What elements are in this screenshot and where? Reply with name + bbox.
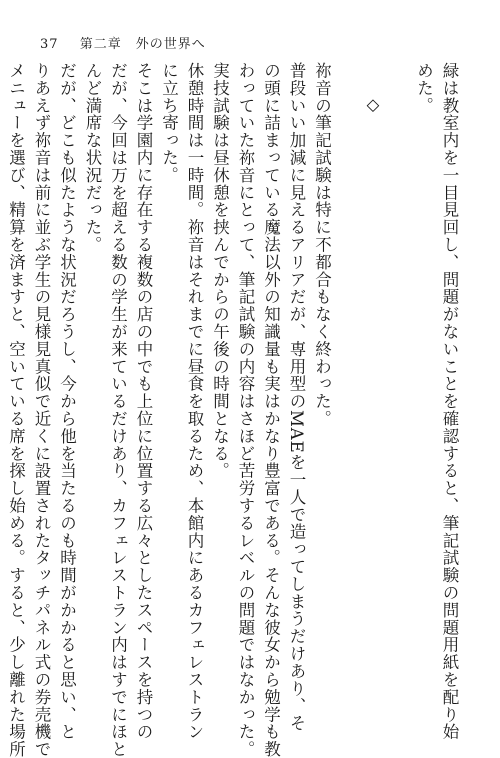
blank-line [335,62,361,682]
page-number: 37 [40,37,59,52]
text-line: に立ち寄った。 [159,62,179,184]
body-text [3,62,462,758]
text-line: そこは学園内に存在する複数の店の中でも上位に位置する広々としたスペースを持つの [134,62,153,741]
text-line: りあえず祢音は前に並ぶ学生の見様見真似で近くに設置されたタッチパネル式の券売機で [32,62,51,758]
text-line: メニューを選び、精算を済ますと、空いている席を探し始める。すると、少し離れた場所 [6,62,26,758]
text-line: 休憩時間は一時間。祢音はそれまでに昼食を取るため、本館内にあるカフェレストラン [185,62,204,741]
text-line: 祢音の筆記試験は特に不都合もなく終わった。 [312,62,332,428]
scene-break-diamond-icon: ◇ [363,95,383,115]
chapter-title: 第二章 外の世界へ [79,37,206,52]
blank-line [386,62,412,682]
text-line: 実技試験は昼休憩を挟んでからの午後の時間となる。 [210,62,230,480]
text-line: だが、どこも似たような状況だろうし、今から他を当たるのも時間がかかると思い、と [57,62,77,741]
text-line: んど満席な状況だった。 [83,62,102,254]
text-line: 緑は教室内を一目見回し、問題がないことを確認すると、筆記試験の問題用紙を配り始 [440,62,459,741]
text-line: わっていた祢音にとって、筆記試験の内容はさほど苦労するレベルの問題ではなかった。 [236,62,255,758]
text-line: 普段いい加減に見えるアリアだが、専用型のMAEを一人で造ってしまうだけあり、そ [287,62,306,732]
text-line: だが、今回は万を超える数の学生が来ているだけあり、カフェレストラン内はすでにほと [108,62,128,758]
text-line: めた。 [414,62,434,115]
page-header [40,33,206,52]
text-line: の頭に詰まっている魔法以外の知識量も実はかなり豊富である。そんな彼女から勉学も教 [261,62,281,758]
